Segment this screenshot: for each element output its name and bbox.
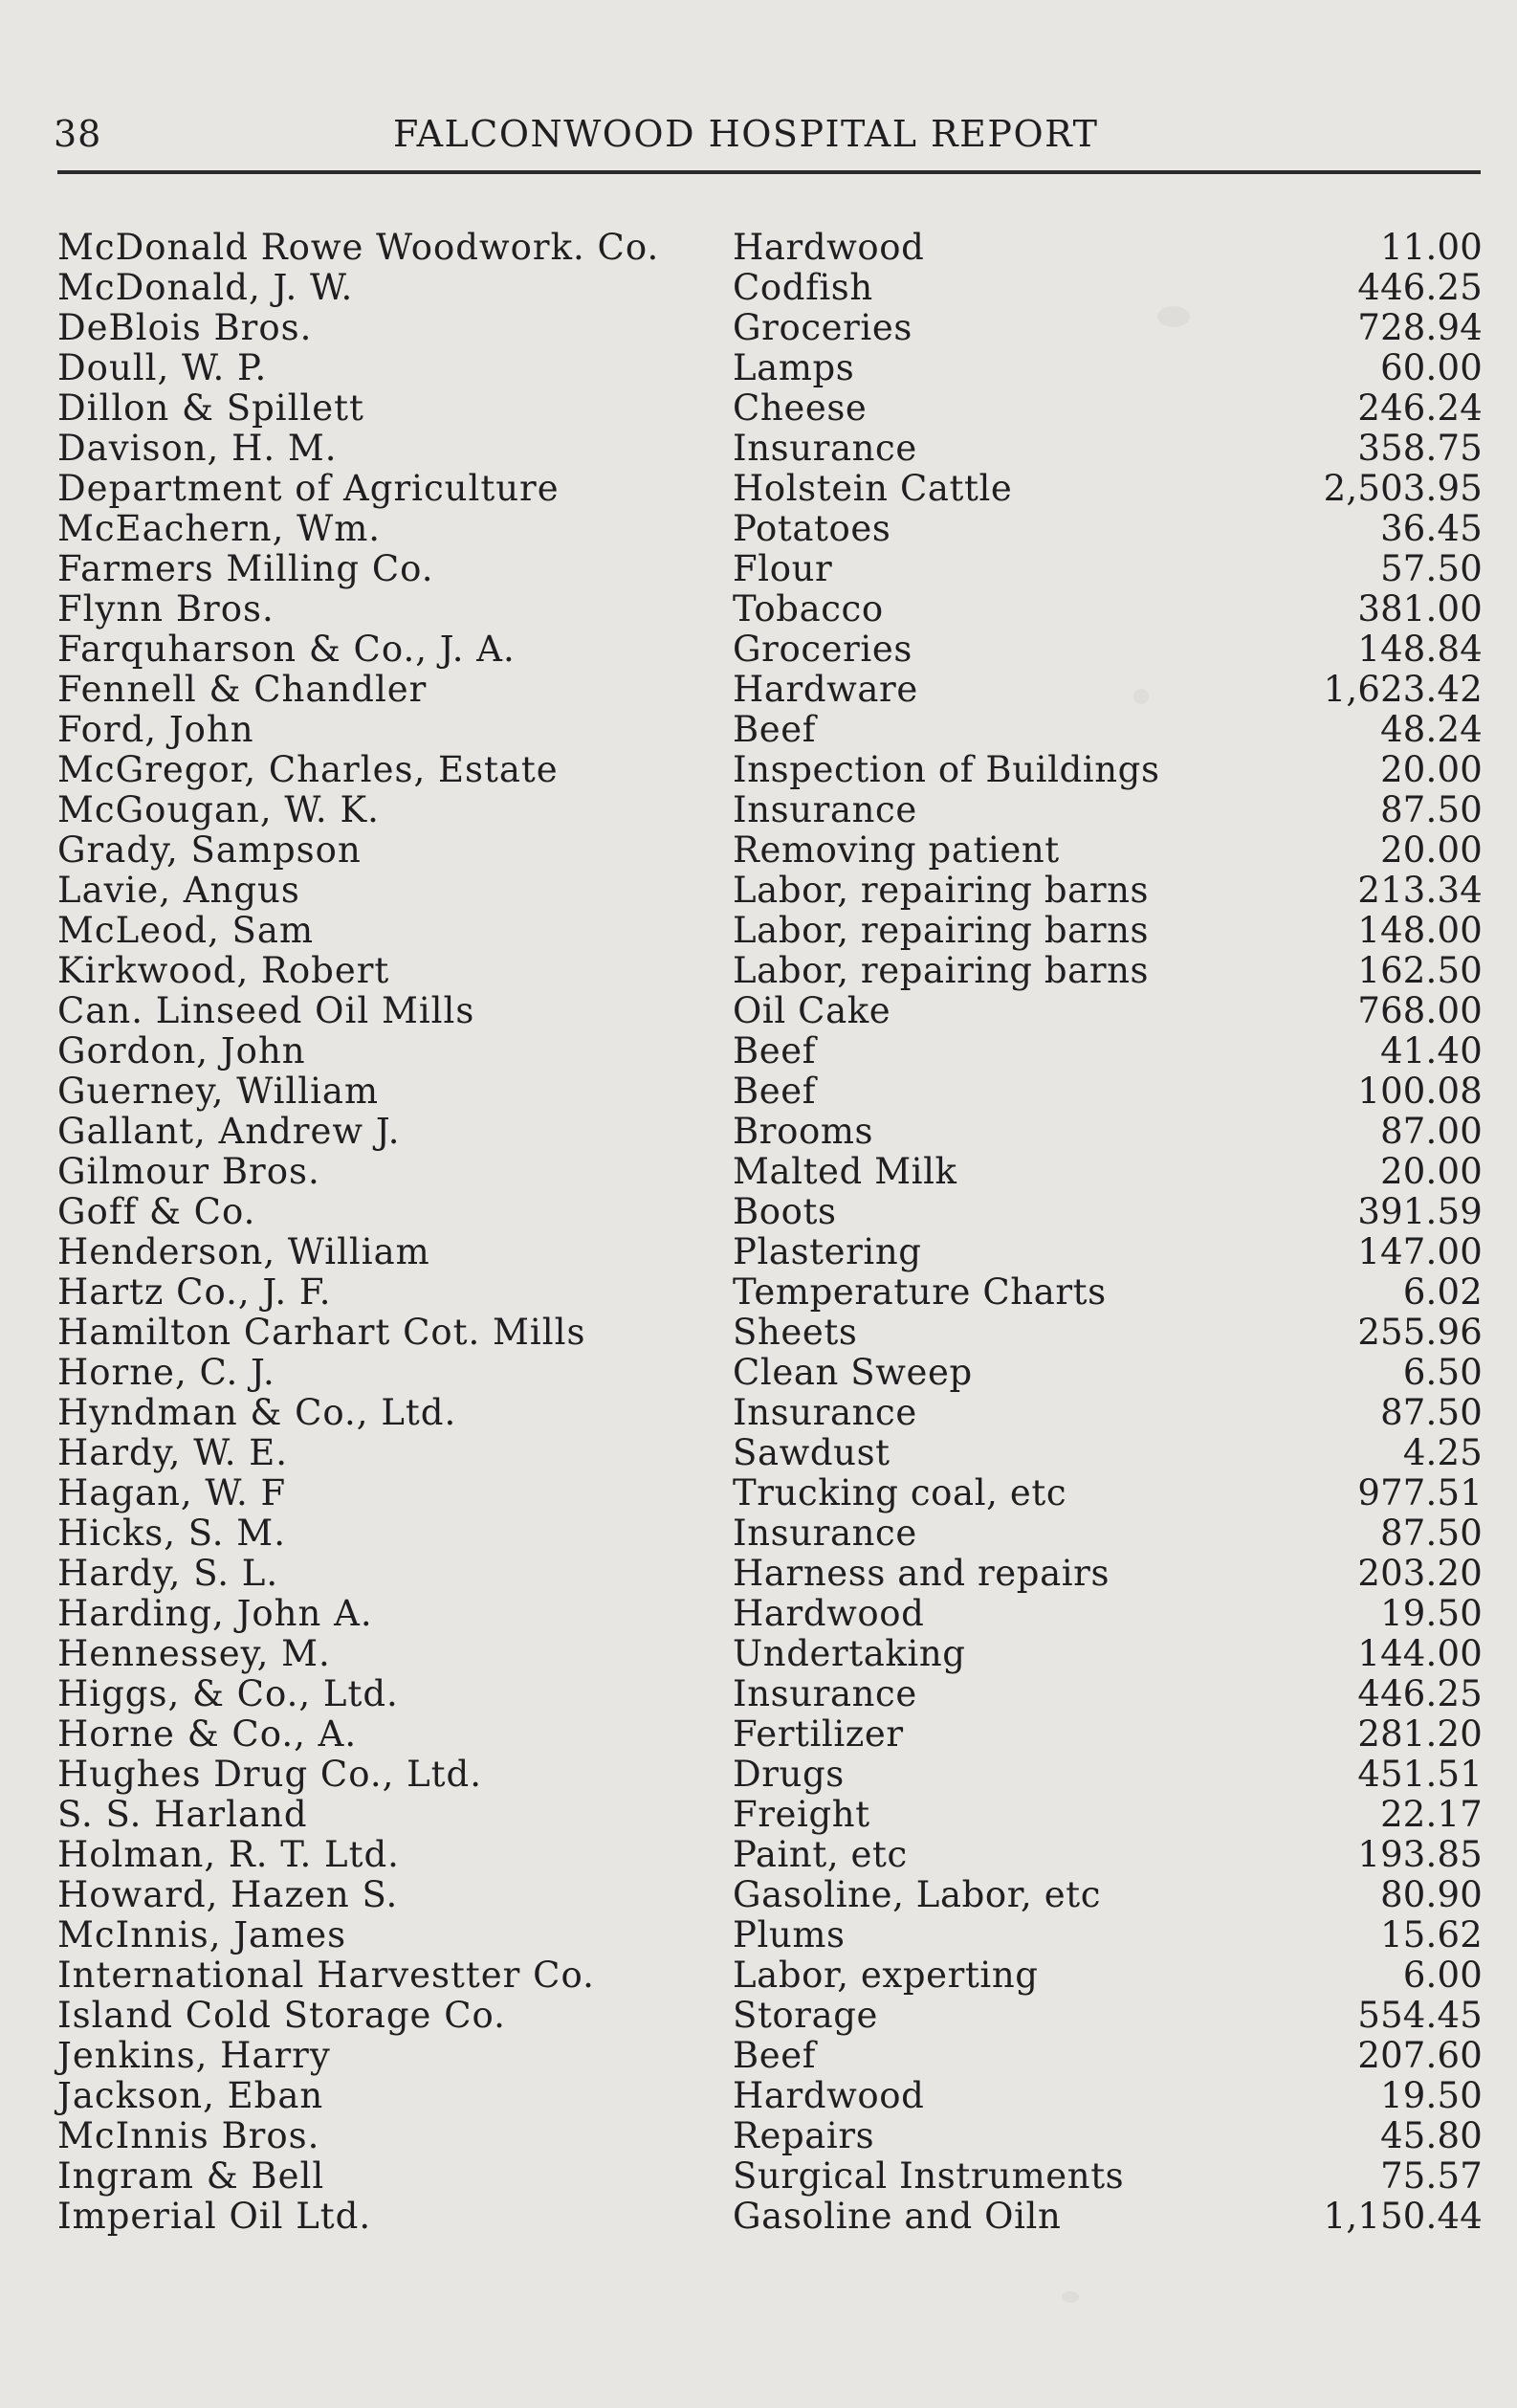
- item-description: Codfish: [733, 267, 873, 308]
- amount: 2,503.95: [1323, 468, 1483, 509]
- ledger-row: [57, 1714, 1483, 1755]
- amount: 15.62: [1380, 1914, 1483, 1955]
- amount: 20.00: [1380, 1151, 1483, 1192]
- item-description: Undertaking: [733, 1633, 966, 1674]
- ledger-row: [57, 1996, 1483, 2036]
- item-description: Storage: [733, 1995, 879, 2036]
- item-description: Oil Cake: [733, 990, 891, 1031]
- ledger-row: [57, 2156, 1483, 2197]
- item-description: Inspection of Buildings: [733, 749, 1160, 790]
- ledger-list: [57, 228, 1483, 2237]
- vendor-name: McGougan, W. K.: [57, 789, 380, 830]
- vendor-name: Hicks, S. M.: [57, 1513, 286, 1554]
- ledger-row: [57, 1433, 1483, 1473]
- amount: 80.90: [1380, 1874, 1483, 1915]
- amount: 246.24: [1357, 387, 1483, 429]
- amount: 203.20: [1357, 1553, 1483, 1594]
- item-description: Repairs: [733, 2115, 875, 2156]
- ledger-row: [57, 670, 1483, 710]
- vendor-name: Fennell & Chandler: [57, 669, 428, 710]
- item-description: Insurance: [733, 789, 917, 830]
- amount: 451.51: [1357, 1754, 1483, 1795]
- vendor-name: McInnis Bros.: [57, 2115, 320, 2156]
- vendor-name: Gallant, Andrew J.: [57, 1111, 401, 1152]
- amount: 193.85: [1357, 1834, 1483, 1875]
- vendor-name: Farquharson & Co., J. A.: [57, 629, 516, 670]
- ledger-row: [57, 1393, 1483, 1433]
- amount: 768.00: [1357, 990, 1483, 1031]
- amount: 87.50: [1380, 1513, 1483, 1554]
- vendor-name: Imperial Oil Ltd.: [57, 2196, 372, 2237]
- item-description: Plums: [733, 1914, 846, 1955]
- amount: 41.40: [1380, 1030, 1483, 1071]
- vendor-name: Dillon & Spillett: [57, 387, 364, 429]
- amount: 19.50: [1380, 2075, 1483, 2116]
- amount: 100.08: [1357, 1071, 1483, 1112]
- vendor-name: Guerney, William: [57, 1071, 380, 1112]
- ledger-row: [57, 790, 1483, 830]
- item-description: Beef: [733, 2035, 817, 2076]
- ledger-row: [57, 1634, 1483, 1674]
- amount: 148.84: [1357, 629, 1483, 670]
- item-description: Flour: [733, 548, 833, 589]
- item-description: Temperature Charts: [733, 1271, 1107, 1313]
- amount: 20.00: [1380, 829, 1483, 871]
- item-description: Hardware: [733, 669, 918, 710]
- ledger-row: [57, 1674, 1483, 1714]
- item-description: Hardwood: [733, 2075, 925, 2116]
- item-description: Freight: [733, 1794, 870, 1835]
- vendor-name: Grady, Sampson: [57, 829, 362, 871]
- amount: 48.24: [1380, 709, 1483, 750]
- item-description: Cheese: [733, 387, 868, 429]
- amount: 281.20: [1357, 1713, 1483, 1755]
- ledger-row: [57, 1112, 1483, 1152]
- vendor-name: Howard, Hazen S.: [57, 1874, 399, 1915]
- item-description: Gasoline, Labor, etc: [733, 1874, 1102, 1915]
- vendor-name: Kirkwood, Robert: [57, 950, 390, 991]
- amount: 75.57: [1380, 2155, 1483, 2197]
- ledger-row: [57, 268, 1483, 308]
- ledger-row: [57, 348, 1483, 388]
- amount: 554.45: [1357, 1995, 1483, 2036]
- vendor-name: Jackson, Eban: [57, 2075, 324, 2116]
- vendor-name: Horne, C. J.: [57, 1352, 275, 1393]
- vendor-name: Hyndman & Co., Ltd.: [57, 1392, 457, 1433]
- vendor-name: Gordon, John: [57, 1030, 306, 1071]
- item-description: Harness and repairs: [733, 1553, 1110, 1594]
- vendor-name: Lavie, Angus: [57, 870, 300, 911]
- item-description: Clean Sweep: [733, 1352, 973, 1393]
- ledger-row: [57, 871, 1483, 911]
- amount: 36.45: [1380, 508, 1483, 549]
- amount: 87.50: [1380, 789, 1483, 830]
- item-description: Drugs: [733, 1754, 845, 1795]
- ledger-row: [57, 469, 1483, 509]
- ledger-row: [57, 429, 1483, 469]
- amount: 6.02: [1402, 1271, 1483, 1313]
- ledger-row: [57, 549, 1483, 589]
- item-description: Hardwood: [733, 227, 925, 268]
- item-description: Holstein Cattle: [733, 468, 1013, 509]
- amount: 1,623.42: [1323, 669, 1483, 710]
- vendor-name: Department of Agriculture: [57, 468, 560, 509]
- item-description: Sawdust: [733, 1432, 890, 1473]
- item-description: Insurance: [733, 1392, 917, 1433]
- ledger-row: [57, 2197, 1483, 2237]
- item-description: Labor, repairing barns: [733, 950, 1150, 991]
- vendor-name: Hardy, S. L.: [57, 1553, 279, 1594]
- item-description: Gasoline and Oiln: [733, 2196, 1062, 2237]
- amount: 381.00: [1357, 588, 1483, 630]
- vendor-name: International Harvestter Co.: [57, 1955, 595, 1996]
- ledger-row: [57, 830, 1483, 871]
- item-description: Trucking coal, etc: [733, 1472, 1067, 1513]
- page-smudge: [1062, 2291, 1079, 2303]
- vendor-name: McLeod, Sam: [57, 910, 315, 951]
- vendor-name: Island Cold Storage Co.: [57, 1995, 506, 2036]
- ledger-row: [57, 710, 1483, 750]
- ledger-row: [57, 589, 1483, 630]
- amount: 87.50: [1380, 1392, 1483, 1433]
- amount: 6.50: [1402, 1352, 1483, 1393]
- vendor-name: Horne & Co., A.: [57, 1713, 358, 1755]
- item-description: Beef: [733, 1071, 817, 1112]
- item-description: Paint, etc: [733, 1834, 908, 1875]
- ledger-row: [57, 1755, 1483, 1795]
- header-divider: [57, 170, 1481, 174]
- vendor-name: Flynn Bros.: [57, 588, 275, 630]
- ledger-row: [57, 1915, 1483, 1955]
- ledger-row: [57, 1353, 1483, 1393]
- ledger-row: [57, 1513, 1483, 1554]
- item-description: Sheets: [733, 1312, 858, 1353]
- vendor-name: Hardy, W. E.: [57, 1432, 289, 1473]
- vendor-name: McInnis, James: [57, 1914, 347, 1955]
- amount: 45.80: [1380, 2115, 1483, 2156]
- amount: 57.50: [1380, 548, 1483, 589]
- vendor-name: Harding, John A.: [57, 1593, 373, 1634]
- item-description: Beef: [733, 709, 817, 750]
- vendor-name: McDonald Rowe Woodwork. Co.: [57, 227, 660, 268]
- vendor-name: S. S. Harland: [57, 1794, 308, 1835]
- vendor-name: Doull, W. P.: [57, 347, 268, 388]
- ledger-row: [57, 1313, 1483, 1353]
- ledger-row: [57, 509, 1483, 549]
- item-description: Boots: [733, 1191, 837, 1232]
- amount: 148.00: [1357, 910, 1483, 951]
- amount: 391.59: [1357, 1191, 1483, 1232]
- ledger-row: [57, 1272, 1483, 1313]
- amount: 1,150.44: [1323, 2196, 1483, 2237]
- vendor-name: McDonald, J. W.: [57, 267, 354, 308]
- amount: 213.34: [1357, 870, 1483, 911]
- ledger-row: [57, 1594, 1483, 1634]
- vendor-name: Can. Linseed Oil Mills: [57, 990, 475, 1031]
- ledger-row: [57, 1955, 1483, 1996]
- ledger-row: [57, 388, 1483, 429]
- vendor-name: Hughes Drug Co., Ltd.: [57, 1754, 482, 1795]
- amount: 162.50: [1357, 950, 1483, 991]
- amount: 446.25: [1357, 267, 1483, 308]
- vendor-name: Henderson, William: [57, 1231, 430, 1272]
- vendor-name: Ford, John: [57, 709, 254, 750]
- ledger-row: [57, 911, 1483, 951]
- ledger-row: [57, 951, 1483, 991]
- amount: 728.94: [1357, 307, 1483, 348]
- amount: 207.60: [1357, 2035, 1483, 2076]
- item-description: Plastering: [733, 1231, 922, 1272]
- ledger-row: [57, 228, 1483, 268]
- item-description: Beef: [733, 1030, 817, 1071]
- amount: 11.00: [1380, 227, 1483, 268]
- ledger-row: [57, 1192, 1483, 1232]
- item-description: Insurance: [733, 1513, 917, 1554]
- report-title: FALCONWOOD HOSPITAL REPORT: [393, 113, 1099, 155]
- ledger-row: [57, 2116, 1483, 2156]
- ledger-row: [57, 308, 1483, 348]
- ledger-row: [57, 630, 1483, 670]
- item-description: Lamps: [733, 347, 855, 388]
- vendor-name: Davison, H. M.: [57, 428, 338, 469]
- item-description: Fertilizer: [733, 1713, 904, 1755]
- amount: 977.51: [1357, 1472, 1483, 1513]
- item-description: Tobacco: [733, 588, 884, 630]
- amount: 87.00: [1380, 1111, 1483, 1152]
- vendor-name: Jenkins, Harry: [57, 2035, 331, 2076]
- item-description: Labor, repairing barns: [733, 910, 1150, 951]
- amount: 4.25: [1402, 1432, 1483, 1473]
- amount: 144.00: [1357, 1633, 1483, 1674]
- ledger-row: [57, 991, 1483, 1031]
- item-description: Removing patient: [733, 829, 1060, 871]
- amount: 60.00: [1380, 347, 1483, 388]
- ledger-row: [57, 1152, 1483, 1192]
- vendor-name: DeBlois Bros.: [57, 307, 313, 348]
- vendor-name: Hagan, W. F: [57, 1472, 287, 1513]
- item-description: Groceries: [733, 307, 912, 348]
- ledger-row: [57, 1835, 1483, 1875]
- item-description: Potatoes: [733, 508, 891, 549]
- vendor-name: Gilmour Bros.: [57, 1151, 320, 1192]
- amount: 6.00: [1402, 1955, 1483, 1996]
- vendor-name: Higgs, & Co., Ltd.: [57, 1673, 399, 1714]
- amount: 358.75: [1357, 428, 1483, 469]
- amount: 22.17: [1380, 1794, 1483, 1835]
- ledger-row: [57, 1875, 1483, 1915]
- item-description: Malted Milk: [733, 1151, 957, 1192]
- item-description: Surgical Instruments: [733, 2155, 1125, 2197]
- ledger-row: [57, 1473, 1483, 1513]
- item-description: Insurance: [733, 428, 917, 469]
- ledger-row: [57, 1232, 1483, 1272]
- item-description: Labor, repairing barns: [733, 870, 1150, 911]
- item-description: Labor, experting: [733, 1955, 1039, 1996]
- item-description: Hardwood: [733, 1593, 925, 1634]
- page-number: 38: [54, 113, 102, 155]
- ledger-row: [57, 1795, 1483, 1835]
- vendor-name: Farmers Milling Co.: [57, 548, 434, 589]
- vendor-name: Holman, R. T. Ltd.: [57, 1834, 400, 1875]
- vendor-name: Hennessey, M.: [57, 1633, 331, 1674]
- page-header: [54, 113, 1479, 170]
- item-description: Groceries: [733, 629, 912, 670]
- vendor-name: Hartz Co., J. F.: [57, 1271, 332, 1313]
- ledger-row: [57, 1031, 1483, 1071]
- ledger-row: [57, 2076, 1483, 2116]
- ledger-row: [57, 750, 1483, 790]
- amount: 20.00: [1380, 749, 1483, 790]
- ledger-row: [57, 1071, 1483, 1112]
- ledger-row: [57, 1554, 1483, 1594]
- amount: 19.50: [1380, 1593, 1483, 1634]
- vendor-name: McEachern, Wm.: [57, 508, 382, 549]
- item-description: Insurance: [733, 1673, 917, 1714]
- amount: 147.00: [1357, 1231, 1483, 1272]
- vendor-name: Ingram & Bell: [57, 2155, 325, 2197]
- ledger-row: [57, 2036, 1483, 2076]
- vendor-name: McGregor, Charles, Estate: [57, 749, 559, 790]
- item-description: Brooms: [733, 1111, 874, 1152]
- amount: 255.96: [1357, 1312, 1483, 1353]
- amount: 446.25: [1357, 1673, 1483, 1714]
- vendor-name: Goff & Co.: [57, 1191, 256, 1232]
- vendor-name: Hamilton Carhart Cot. Mills: [57, 1312, 586, 1353]
